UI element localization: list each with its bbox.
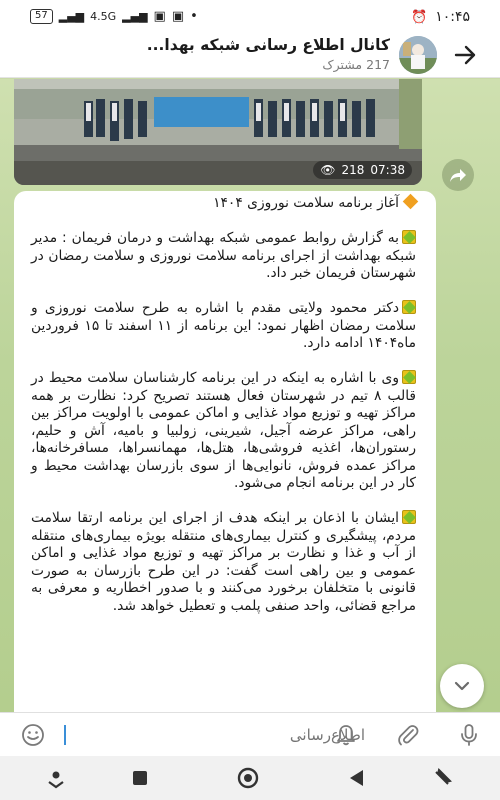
subscribers-label: مشترک	[322, 57, 363, 72]
system-nav-bar	[0, 756, 500, 800]
pin-button[interactable]	[430, 766, 454, 790]
beginner-badge-icon	[402, 230, 416, 244]
beginner-badge-icon	[402, 300, 416, 314]
chevron-down-icon	[452, 676, 472, 696]
share-arrow-icon	[448, 165, 468, 185]
beginner-badge-icon	[402, 370, 416, 384]
message-paragraph-4	[31, 510, 416, 615]
status-left	[30, 9, 198, 24]
message-paragraph-1	[31, 230, 416, 283]
home-button[interactable]	[236, 766, 260, 790]
status-right	[411, 9, 470, 25]
subscribers-info	[322, 57, 390, 72]
duration: 07:38	[370, 163, 405, 177]
status-bar	[0, 0, 500, 34]
alarm-icon: ⏰	[411, 9, 428, 25]
beginner-badge-icon	[402, 510, 416, 524]
share-button[interactable]	[442, 159, 474, 191]
message-text	[31, 195, 416, 633]
back-arrow-icon[interactable]	[452, 42, 478, 68]
message-heading: آغاز برنامه سلامت نوروزی ۱۴۰۴	[213, 195, 399, 211]
message-paragraph-2	[31, 300, 416, 353]
message-heading-row	[31, 195, 416, 213]
network-type: 4.5G	[90, 10, 117, 23]
attach-icon[interactable]	[395, 722, 421, 748]
signal-icon-2: ▂▄▆	[122, 10, 148, 23]
bell-icon[interactable]	[333, 722, 359, 748]
signal-icon: ▂▄▆	[58, 10, 85, 23]
paragraph-text-4: ایشان با اذعان بر اینکه هدف از اجرای این برنامه ارتقا سلامت مردم، پیشگیری و کنترل بیماری‌های منتقله بویژه بیماری‌های منتقله از آب و غذا و نظارت بر مراکز تهیه و توزیع مواد غذایی و اماکن عمومی و بین راهی است گفت: در این طرح بازرسان به صورت قانونی با متخلفان برخورد می‌کنند و با صدور اخطاریه و معرفی به مراجع قضائی، واحد صنفی پلمب و تعطیل خواهد شد.	[31, 510, 416, 614]
keyboard-toggle-icon[interactable]	[44, 766, 68, 790]
recent-apps-button[interactable]	[128, 766, 152, 790]
paragraph-text-1: به گزارش روابط عمومی شبکه بهداشت و درمان فریمان : مدیر شبکه بهداشت از اجرای برنامه سلامت نوروزی و سلامت رمضان در شهرستان فریمان خبر داد.	[31, 230, 416, 281]
orange-diamond-icon	[403, 194, 419, 210]
scroll-down-button[interactable]	[440, 664, 484, 708]
paragraph-text-2: دکتر محمود ولایتی مقدم با اشاره به طرح سلامت نوروزی و سلامت رمضان اظهار نمود: این برنامه از ۱۱ اسفند تا ۱۵ فروردین ماه۱۴۰۴ ادامه دارد.	[31, 300, 417, 351]
view-count: 218	[341, 163, 365, 177]
more-notifications-icon: •	[190, 9, 198, 24]
channel-title[interactable]: کانال اطلاع رسانی شبکه بهدا...	[146, 36, 390, 54]
media-photo[interactable]	[14, 79, 422, 185]
back-button[interactable]	[344, 766, 368, 790]
paragraph-text-3: وی با اشاره به اینکه در این برنامه کارشناسان سلامت محیط در قالب ۸ تیم در شهرستان فعال هستند تصریح کرد: نظارت بر همه مراکز تهیه و توزیع مواد غذایی و اماکن عمومی با اولویت مراکز بین راهی، مراکز عرضه آجیل، شیرینی، زولبیا و بامیه، آش و حلیم، رستوران‌ها، اغذیه فروشی‌ها، هتل‌ها، مهمانسراها، مسافرخانه‌ها، مراکز عمده فروش، نانوایی‌ها از سوی بازرسان بهداشت محیط و کار در این برنامه انجام می‌شود.	[31, 370, 417, 491]
image-notification-icon-2: ▣	[171, 9, 185, 24]
message-paragraph-3	[31, 370, 416, 493]
microphone-icon[interactable]	[456, 722, 482, 748]
text-cursor	[64, 725, 66, 745]
message-bubble[interactable]	[14, 191, 436, 712]
battery-indicator: 57	[30, 9, 53, 24]
image-notification-icon: ▣	[153, 9, 166, 24]
subscribers-count: 217	[366, 57, 390, 72]
chat-header[interactable]	[0, 34, 500, 78]
channel-avatar[interactable]	[399, 36, 437, 74]
clock: ۱۰:۴۵	[435, 9, 470, 25]
emoji-icon[interactable]	[20, 722, 46, 748]
views-duration-badge	[313, 161, 412, 179]
message-input[interactable]	[125, 723, 365, 747]
message-input-bar	[0, 712, 500, 756]
eye-icon: 👁	[320, 163, 336, 177]
chat-area[interactable]	[0, 79, 500, 712]
